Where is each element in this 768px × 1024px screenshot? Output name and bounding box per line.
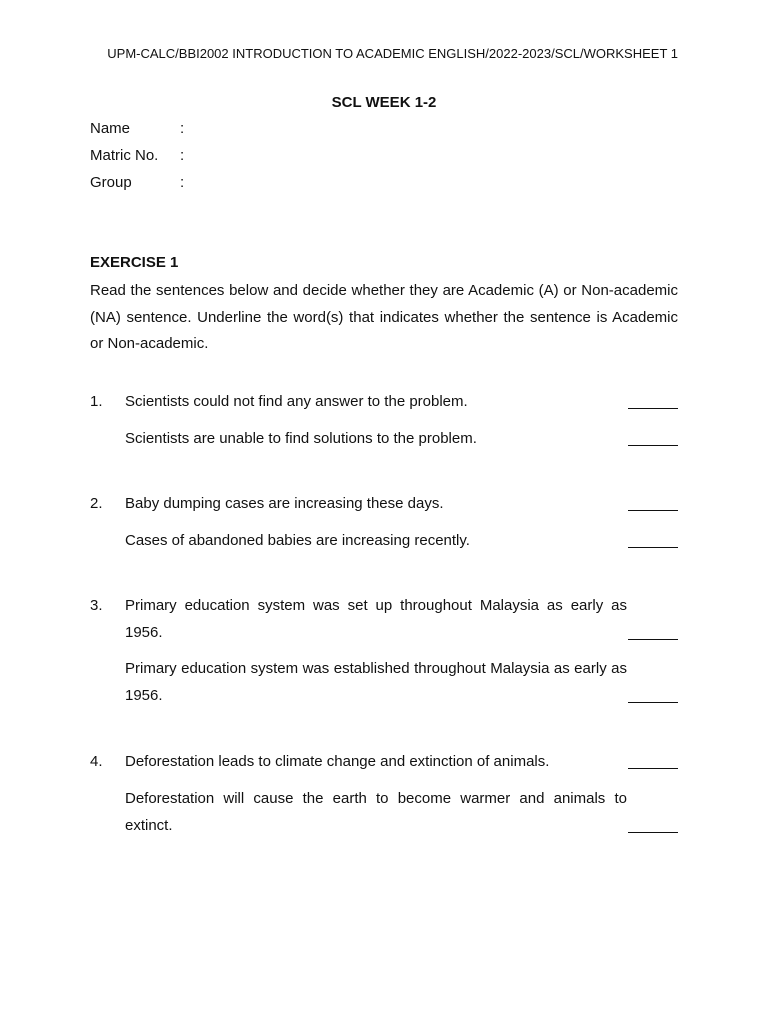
answer-blank[interactable]	[628, 702, 678, 703]
exercise-instructions: Read the sentences below and decide whether they are Academic (A) or Non-academic (NA) sentence. Underline the word(s) that indicates whether the sentence is Academic or Non-academic.	[90, 282, 678, 352]
matric-label: Matric No.	[90, 147, 159, 164]
answer-blank[interactable]	[628, 408, 678, 409]
name-label: Name	[90, 120, 131, 137]
exercise-heading: EXERCISE 1	[90, 254, 179, 271]
page-title: SCL WEEK 1-2	[331, 94, 437, 111]
answer-blank[interactable]	[628, 639, 678, 640]
question-sentence: Baby dumping cases are increasing these days.	[125, 495, 444, 512]
group-label: Group	[90, 174, 132, 191]
question-number: 2.	[90, 495, 103, 512]
group-colon: :	[180, 174, 185, 191]
question-sentence: Deforestation leads to climate change and extinction of animals.	[125, 753, 550, 770]
question-number: 4.	[90, 753, 103, 770]
answer-blank[interactable]	[628, 832, 678, 833]
matric-field	[90, 147, 184, 164]
name-colon: :	[180, 120, 185, 137]
answer-blank[interactable]	[628, 510, 678, 511]
question-sentence: Scientists could not find any answer to the problem.	[125, 393, 468, 410]
question-number: 3.	[90, 597, 103, 614]
question-sentence: Primary education system was set up throughout Malaysia as early as 1956.	[125, 597, 627, 641]
answer-blank[interactable]	[628, 445, 678, 446]
matric-colon: :	[180, 147, 185, 164]
answer-blank[interactable]	[628, 768, 678, 769]
question-sentence: Scientists are unable to find solutions to the problem.	[125, 430, 477, 447]
question-number: 1.	[90, 393, 103, 410]
group-field	[90, 174, 184, 191]
name-field	[90, 120, 184, 137]
answer-blank[interactable]	[628, 547, 678, 548]
question-sentence: Deforestation will cause the earth to become warmer and animals to extinct.	[125, 790, 627, 834]
question-sentence: Cases of abandoned babies are increasing recently.	[125, 532, 470, 549]
question-sentence: Primary education system was established throughout Malaysia as early as 1956.	[125, 660, 627, 704]
document-header: UPM-CALC/BBI2002 INTRODUCTION TO ACADEMIC ENGLISH/2022-2023/SCL/WORKSHEET 1	[107, 46, 678, 61]
